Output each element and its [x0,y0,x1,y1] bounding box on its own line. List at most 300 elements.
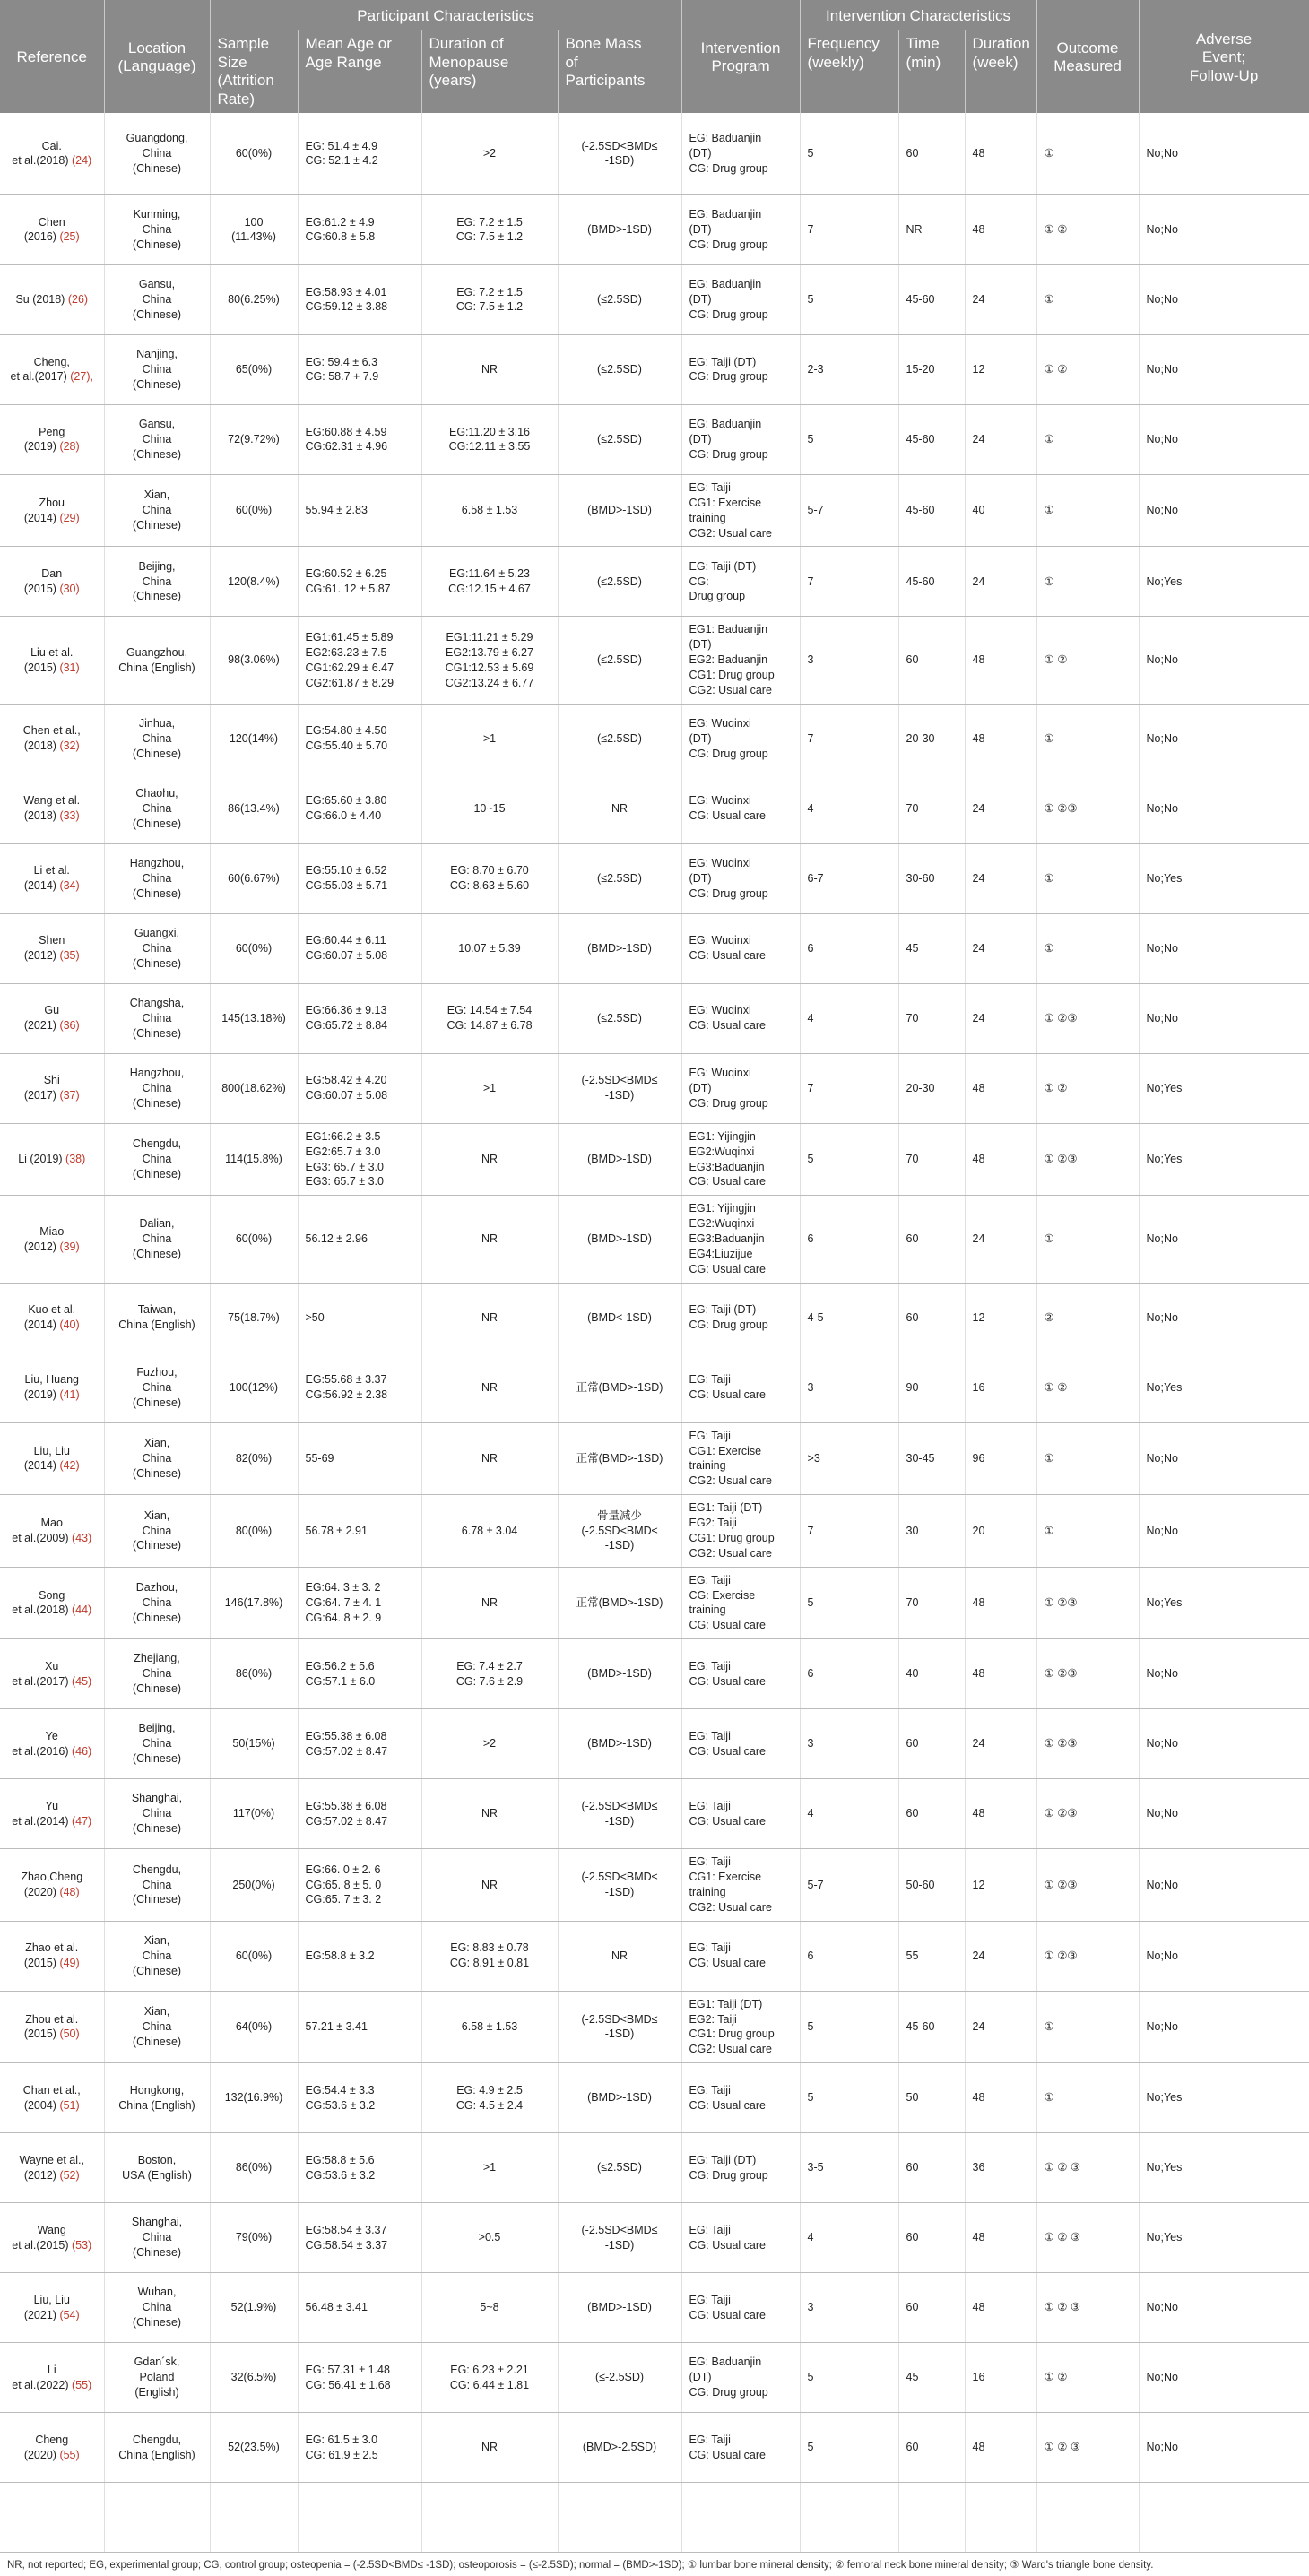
cell-location: Gansu, China (Chinese) [104,264,210,334]
cell-reference [0,704,104,774]
cell-time: 50 [898,2063,965,2133]
cell-duration: 24 [965,774,1036,843]
cell-reference [0,1283,104,1353]
cell-time: 30 [898,1495,965,1568]
cell-outcome: ① [1036,1991,1139,2063]
cell-menopause: EG:11.20 ± 3.16 CG:12.11 ± 3.55 [421,404,558,474]
cell-reference [0,404,104,474]
cell-location: Chengdu, China (Chinese) [104,1849,210,1922]
cell-duration: 24 [965,547,1036,617]
cell-reference [0,1053,104,1123]
cell-duration: 16 [965,2343,1036,2413]
cell-outcome: ① ②③ [1036,1921,1139,1991]
cell-bone-mass: (≤2.5SD) [558,2133,681,2203]
reference-link[interactable]: (53) [71,2238,92,2252]
cell-adverse: No;No [1139,2273,1309,2343]
reference-link[interactable]: (52) [59,2168,80,2182]
cell-program: EG: Taiji (DT) CG: Drug group [681,1283,800,1353]
cell-duration: 48 [965,704,1036,774]
cell-time: 40 [898,1639,965,1709]
reference-link[interactable]: (24) [71,154,92,168]
cell-time: 60 [898,1283,965,1353]
cell-outcome: ① ② [1036,617,1139,704]
table-row [0,774,1309,843]
cell-adverse: No;No [1139,1639,1309,1709]
cell-duration: 24 [965,1921,1036,1991]
reference-link[interactable]: (50) [59,2027,80,2041]
reference-text: Zhou et al. (2015) [23,2012,79,2041]
cell-frequency: 5-7 [800,1849,898,1922]
cell-outcome: ① ② [1036,2343,1139,2413]
cell-frequency: 6 [800,1639,898,1709]
cell-program: EG: Taiji CG1: Exercise training CG2: Usual care [681,474,800,547]
cell-bone-mass: (BMD>-2.5SD) [558,2413,681,2483]
cell-adverse: No;No [1139,1495,1309,1568]
cell-location: Fuzhou, China (Chinese) [104,1353,210,1422]
reference-link[interactable]: (54) [59,2308,80,2321]
table-body [0,113,1309,2553]
cell-age: EG: 57.31 ± 1.48 CG: 56.41 ± 1.68 [298,2343,421,2413]
cell-program: EG: Taiji CG: Usual care [681,2063,800,2133]
cell-time: 30-60 [898,843,965,913]
table-row [0,264,1309,334]
table-row [0,334,1309,404]
cell-duration: 48 [965,113,1036,195]
cell-bone-mass: NR [558,1921,681,1991]
cell-menopause: EG: 8.83 ± 0.78 CG: 8.91 ± 0.81 [421,1921,558,1991]
cell-frequency: 4 [800,2203,898,2273]
reference-link[interactable]: (45) [71,1674,92,1688]
reference-link[interactable]: (38) [65,1153,86,1166]
cell-program: EG: Taiji (DT) CG: Drug group [681,2133,800,2203]
cell-adverse: No;No [1139,1422,1309,1495]
cell-bone-mass: (≤2.5SD) [558,617,681,704]
reference-text: Su (2018) [15,293,65,307]
cell-outcome: ① ② ③ [1036,2273,1139,2343]
cell-sample: 120(8.4%) [210,547,298,617]
cell-bone-mass [558,2483,681,2553]
reference-text: Chan et al., (2004) [22,2083,81,2112]
reference-link[interactable]: (34) [59,879,80,893]
cell-frequency: >3 [800,1422,898,1495]
cell-outcome: ① ② ③ [1036,2413,1139,2483]
cell-time: 45-60 [898,474,965,547]
cell-sample: 80(0%) [210,1495,298,1568]
table-row [0,1849,1309,1922]
reference-link[interactable]: (47) [71,1814,92,1828]
table-row [0,1196,1309,1283]
reference-text: Peng (2019) [23,425,65,454]
reference-link[interactable]: (44) [71,1604,92,1617]
cell-location: Chengdu, China (Chinese) [104,1123,210,1196]
cell-time: 45-60 [898,404,965,474]
cell-time: 70 [898,774,965,843]
cell-outcome: ① [1036,1495,1139,1568]
cell-frequency: 3 [800,2273,898,2343]
cell-sample: 60(0%) [210,1921,298,1991]
table-row [0,1567,1309,1639]
table-row [0,704,1309,774]
cell-time: 50-60 [898,1849,965,1922]
table-row [0,194,1309,264]
cell-time: 15-20 [898,334,965,404]
cell-age: EG:55.38 ± 6.08 CG:57.02 ± 8.47 [298,1779,421,1849]
table-row [0,2133,1309,2203]
table-row [0,547,1309,617]
cell-program: EG1: Taiji (DT) EG2: Taiji CG1: Drug group CG2: Usual care [681,1991,800,2063]
reference-link[interactable]: (36) [59,1019,80,1033]
reference-link[interactable]: (32) [59,739,80,753]
cell-frequency: 7 [800,547,898,617]
cell-menopause: 5~8 [421,2273,558,2343]
cell-menopause: >0.5 [421,2203,558,2273]
cell-adverse: No;No [1139,264,1309,334]
reference-link[interactable]: (37) [59,1089,80,1102]
cell-time: 60 [898,1779,965,1849]
table-row [0,1639,1309,1709]
cell-bone-mass: (≤2.5SD) [558,704,681,774]
cell-outcome: ① ②③ [1036,1779,1139,1849]
cell-sample: 64(0%) [210,1991,298,2063]
reference-link[interactable]: (42) [59,1459,80,1473]
cell-location: Beijing, China (Chinese) [104,547,210,617]
cell-age: 56.12 ± 2.96 [298,1196,421,1283]
cell-menopause: NR [421,1422,558,1495]
reference-link[interactable]: (25) [59,230,80,244]
cell-bone-mass: (≤2.5SD) [558,983,681,1053]
cell-reference [0,1567,104,1639]
reference-link[interactable]: (41) [59,1388,80,1402]
cell-duration: 48 [965,1639,1036,1709]
cell-duration: 24 [965,983,1036,1053]
table-row [0,1495,1309,1568]
cell-frequency: 5 [800,1567,898,1639]
cell-menopause: EG: 8.70 ± 6.70 CG: 8.63 ± 5.60 [421,843,558,913]
cell-time: 60 [898,2273,965,2343]
cell-bone-mass: (BMD>-1SD) [558,1639,681,1709]
reference-text: Zhao,Cheng (2020) [21,1871,83,1898]
cell-frequency: 7 [800,704,898,774]
cell-duration: 24 [965,1196,1036,1283]
reference-text: Cheng (2020) [23,2433,69,2461]
cell-age: EG:61.2 ± 4.9 CG:60.8 ± 5.8 [298,194,421,264]
cell-menopause: NR [421,1283,558,1353]
cell-outcome: ① [1036,264,1139,334]
cell-age: EG:60.44 ± 6.11 CG:60.07 ± 5.08 [298,913,421,983]
table-row [0,913,1309,983]
cell-location: Xian, China (Chinese) [104,1495,210,1568]
cell-age: 57.21 ± 3.41 [298,1991,421,2063]
cell-program: EG: Taiji CG: Usual care [681,1779,800,1849]
col-bone-mass: Bone Mass of Participants [558,30,681,113]
cell-sample: 80(6.25%) [210,264,298,334]
cell-bone-mass: (≤2.5SD) [558,334,681,404]
reference-link[interactable]: (31) [59,661,80,674]
reference-text: Xu et al.(2017) [12,1659,69,1688]
cell-time: 60 [898,617,965,704]
cell-menopause: >2 [421,1709,558,1779]
reference-text: Li et al. (2014) [23,864,70,893]
cell-menopause: EG: 7.2 ± 1.5 CG: 7.5 ± 1.2 [421,264,558,334]
cell-bone-mass: 正常(BMD>-1SD) [558,1422,681,1495]
cell-duration: 96 [965,1422,1036,1495]
cell-time: 45-60 [898,1991,965,2063]
reference-text: Dan (2015) [23,567,63,595]
cell-location: Wuhan, China (Chinese) [104,2273,210,2343]
cell-reference [0,2413,104,2483]
cell-sample: 79(0%) [210,2203,298,2273]
cell-menopause: 6.58 ± 1.53 [421,1991,558,2063]
cell-location: Hangzhou, China (Chinese) [104,843,210,913]
cell-menopause: 10~15 [421,774,558,843]
col-age: Mean Age or Age Range [298,30,421,113]
reference-text: Zhou (2014) [23,496,65,524]
reference-text: Cheng, et al.(2017) [10,355,70,384]
cell-duration: 48 [965,2063,1036,2133]
cell-menopause: >1 [421,1053,558,1123]
cell-duration: 24 [965,1709,1036,1779]
cell-location: Chaohu, China (Chinese) [104,774,210,843]
reference-link[interactable]: (46) [71,1744,92,1758]
cell-menopause: NR [421,2413,558,2483]
cell-age: EG:66. 0 ± 2. 6 CG:65. 8 ± 5. 0 CG:65. 7 ± 3. 2 [298,1849,421,1922]
cell-reference [0,194,104,264]
cell-outcome: ① ② ③ [1036,2133,1139,2203]
cell-program: EG: Taiji (DT) CG: Drug group [681,334,800,404]
cell-menopause: EG: 4.9 ± 2.5 CG: 4.5 ± 2.4 [421,2063,558,2133]
cell-sample: 86(13.4%) [210,774,298,843]
cell-sample: 75(18.7%) [210,1283,298,1353]
col-outcome: Outcome Measured [1036,0,1139,113]
cell-adverse: No;No [1139,1283,1309,1353]
cell-menopause: NR [421,1196,558,1283]
cell-outcome: ① ②③ [1036,983,1139,1053]
cell-program: EG: Wuqinxi CG: Usual care [681,774,800,843]
cell-time: 60 [898,2413,965,2483]
reference-link[interactable]: (43) [71,1531,92,1544]
cell-bone-mass: (-2.5SD<BMD≤ -1SD) [558,2203,681,2273]
cell-time: 60 [898,113,965,195]
cell-menopause: NR [421,1353,558,1422]
reference-text: Miao (2012) [23,1224,65,1253]
cell-outcome: ① [1036,843,1139,913]
cell-adverse: No;No [1139,1196,1309,1283]
cell-age: EG: 59.4 ± 6.3 CG: 58.7 + 7.9 [298,334,421,404]
cell-reference [0,264,104,334]
group-participant: Participant Characteristics [210,0,681,30]
cell-age: EG:58.42 ± 4.20 CG:60.07 ± 5.08 [298,1053,421,1123]
cell-age: EG:54.4 ± 3.3 CG:53.6 ± 3.2 [298,2063,421,2133]
cell-program: EG: Taiji CG: Usual care [681,1639,800,1709]
cell-program: EG1: Taiji (DT) EG2: Taiji CG1: Drug group CG2: Usual care [681,1495,800,1568]
cell-sample: 60(6.67%) [210,843,298,913]
cell-duration: 12 [965,1283,1036,1353]
cell-outcome: ① ② [1036,1053,1139,1123]
cell-reference [0,1709,104,1779]
cell-bone-mass: (≤2.5SD) [558,264,681,334]
cell-adverse: No;Yes [1139,2203,1309,2273]
table-row [0,2203,1309,2273]
table-row [0,404,1309,474]
cell-adverse: No;No [1139,1921,1309,1991]
reference-link[interactable]: (55) [59,2448,80,2461]
cell-age: EG:58.93 ± 4.01 CG:59.12 ± 3.88 [298,264,421,334]
cell-location: Changsha, China (Chinese) [104,983,210,1053]
reference-link[interactable]: (27), [70,370,93,384]
cell-time: 70 [898,983,965,1053]
cell-bone-mass: (-2.5SD<BMD≤ -1SD) [558,1779,681,1849]
cell-menopause: NR [421,1123,558,1196]
col-sample: Sample Size (Attrition Rate) [210,30,298,113]
table-row [0,1779,1309,1849]
cell-menopause: EG: 7.2 ± 1.5 CG: 7.5 ± 1.2 [421,194,558,264]
cell-sample: 52(1.9%) [210,2273,298,2343]
cell-program: EG: Taiji CG: Usual care [681,1709,800,1779]
cell-reference [0,843,104,913]
cell-time: 45 [898,913,965,983]
reference-link[interactable]: (35) [59,949,80,963]
cell-outcome: ① [1036,404,1139,474]
cell-location: Gansu, China (Chinese) [104,404,210,474]
cell-sample: 250(0%) [210,1849,298,1922]
cell-sample: 132(16.9%) [210,2063,298,2133]
table-row [0,113,1309,195]
cell-adverse: No;No [1139,774,1309,843]
cell-sample: 120(14%) [210,704,298,774]
reference-link[interactable]: (26) [67,293,89,307]
cell-program: EG: Taiji CG: Usual care [681,1921,800,1991]
table-row [0,474,1309,547]
cell-reference [0,2343,104,2413]
cell-bone-mass: (≤2.5SD) [558,547,681,617]
cell-adverse: No;Yes [1139,1053,1309,1123]
cell-outcome: ① ②③ [1036,774,1139,843]
cell-adverse: No;No [1139,113,1309,195]
cell-duration: 48 [965,1779,1036,1849]
cell-age: 55.94 ± 2.83 [298,474,421,547]
reference-link[interactable]: (33) [59,809,80,823]
cell-menopause: EG1:11.21 ± 5.29 EG2:13.79 ± 6.27 CG1:12.53 ± 5.69 CG2:13.24 ± 6.77 [421,617,558,704]
cell-menopause: >1 [421,2133,558,2203]
cell-age: EG:65.60 ± 3.80 CG:66.0 ± 4.40 [298,774,421,843]
reference-text: Liu, Liu (2021) [23,2293,70,2321]
cell-sample: 100(12%) [210,1353,298,1422]
table-row [0,1709,1309,1779]
reference-link[interactable]: (55) [71,2378,92,2391]
reference-link[interactable]: (39) [59,1240,80,1253]
cell-frequency: 5 [800,2343,898,2413]
cell-bone-mass: 正常(BMD>-1SD) [558,1353,681,1422]
cell-reference [0,547,104,617]
cell-duration [965,2483,1036,2553]
cell-reference [0,774,104,843]
cell-frequency: 2-3 [800,334,898,404]
cell-duration: 48 [965,2413,1036,2483]
reference-text: Liu, Liu (2014) [23,1444,70,1473]
reference-link[interactable]: (30) [59,582,80,595]
reference-text: Mao et al.(2009) [12,1517,69,1544]
col-frequency: Frequency (weekly) [800,30,898,113]
reference-link[interactable]: (28) [59,440,80,454]
cell-age: EG:58.8 ± 3.2 [298,1921,421,1991]
cell-frequency: 4-5 [800,1283,898,1353]
cell-sample: 800(18.62%) [210,1053,298,1123]
cell-location: Guangxi, China (Chinese) [104,913,210,983]
cell-adverse: No;No [1139,2413,1309,2483]
cell-outcome: ① ②③ [1036,1849,1139,1922]
cell-outcome: ① [1036,2063,1139,2133]
cell-age: EG:55.68 ± 3.37 CG:56.92 ± 2.38 [298,1353,421,1422]
reference-link[interactable]: (40) [59,1318,80,1332]
cell-frequency: 5 [800,404,898,474]
cell-reference [0,1353,104,1422]
cell-program: EG: Baduanjin (DT) CG: Drug group [681,404,800,474]
cell-outcome: ① ② [1036,194,1139,264]
cell-program: EG: Taiji CG1: Exercise training CG2: Usual care [681,1849,800,1922]
cell-program: EG: Wuqinxi (DT) CG: Drug group [681,704,800,774]
cell-program: EG: Wuqinxi CG: Usual care [681,983,800,1053]
reference-link[interactable]: (51) [59,2098,80,2112]
cell-age: EG1:61.45 ± 5.89 EG2:63.23 ± 7.5 CG1:62.29 ± 6.47 CG2:61.87 ± 8.29 [298,617,421,704]
reference-text: Liu et al. (2015) [23,645,74,674]
cell-reference [0,2063,104,2133]
reference-text: Kuo et al. (2014) [23,1303,76,1332]
cell-age: EG:58.8 ± 5.6 CG:53.6 ± 3.2 [298,2133,421,2203]
cell-location: Jinhua, China (Chinese) [104,704,210,774]
cell-reference [0,1123,104,1196]
reference-link[interactable]: (49) [59,1957,80,1970]
cell-bone-mass: (-2.5SD<BMD≤ -1SD) [558,113,681,195]
cell-bone-mass: 正常(BMD>-1SD) [558,1567,681,1639]
table-row [0,2483,1309,2553]
cell-adverse: No;No [1139,1849,1309,1922]
cell-location: Shanghai, China (Chinese) [104,1779,210,1849]
cell-reference [0,2483,104,2553]
cell-bone-mass: (-2.5SD<BMD≤ -1SD) [558,1991,681,2063]
cell-time [898,2483,965,2553]
cell-reference [0,913,104,983]
cell-bone-mass: (BMD>-1SD) [558,913,681,983]
reference-link[interactable]: (48) [59,1885,80,1898]
cell-reference [0,1921,104,1991]
cell-outcome: ① [1036,547,1139,617]
cell-menopause: NR [421,1779,558,1849]
cell-age: EG:55.38 ± 6.08 CG:57.02 ± 8.47 [298,1709,421,1779]
cell-menopause: 6.78 ± 3.04 [421,1495,558,1568]
cell-duration: 24 [965,1991,1036,2063]
cell-duration: 48 [965,1053,1036,1123]
cell-program: EG: Taiji CG1: Exercise training CG2: Usual care [681,1422,800,1495]
reference-text: Shen (2012) [23,934,65,963]
table-row [0,617,1309,704]
reference-link[interactable]: (29) [59,511,80,524]
cell-bone-mass: (≤2.5SD) [558,843,681,913]
cell-sample: 100 (11.43%) [210,194,298,264]
cell-reference [0,113,104,195]
cell-bone-mass: (BMD<-1SD) [558,1283,681,1353]
table-row [0,2273,1309,2343]
cell-outcome: ① [1036,1196,1139,1283]
reference-text: Wang et al.(2015) [12,2223,69,2252]
cell-menopause: NR [421,1849,558,1922]
cell-age: EG:66.36 ± 9.13 CG:65.72 ± 8.84 [298,983,421,1053]
cell-duration: 16 [965,1353,1036,1422]
cell-location: Xian, China (Chinese) [104,1422,210,1495]
col-reference: Reference [0,0,104,113]
cell-adverse: No;No [1139,617,1309,704]
cell-sample [210,2483,298,2553]
cell-program: EG: Baduanjin (DT) CG: Drug group [681,194,800,264]
